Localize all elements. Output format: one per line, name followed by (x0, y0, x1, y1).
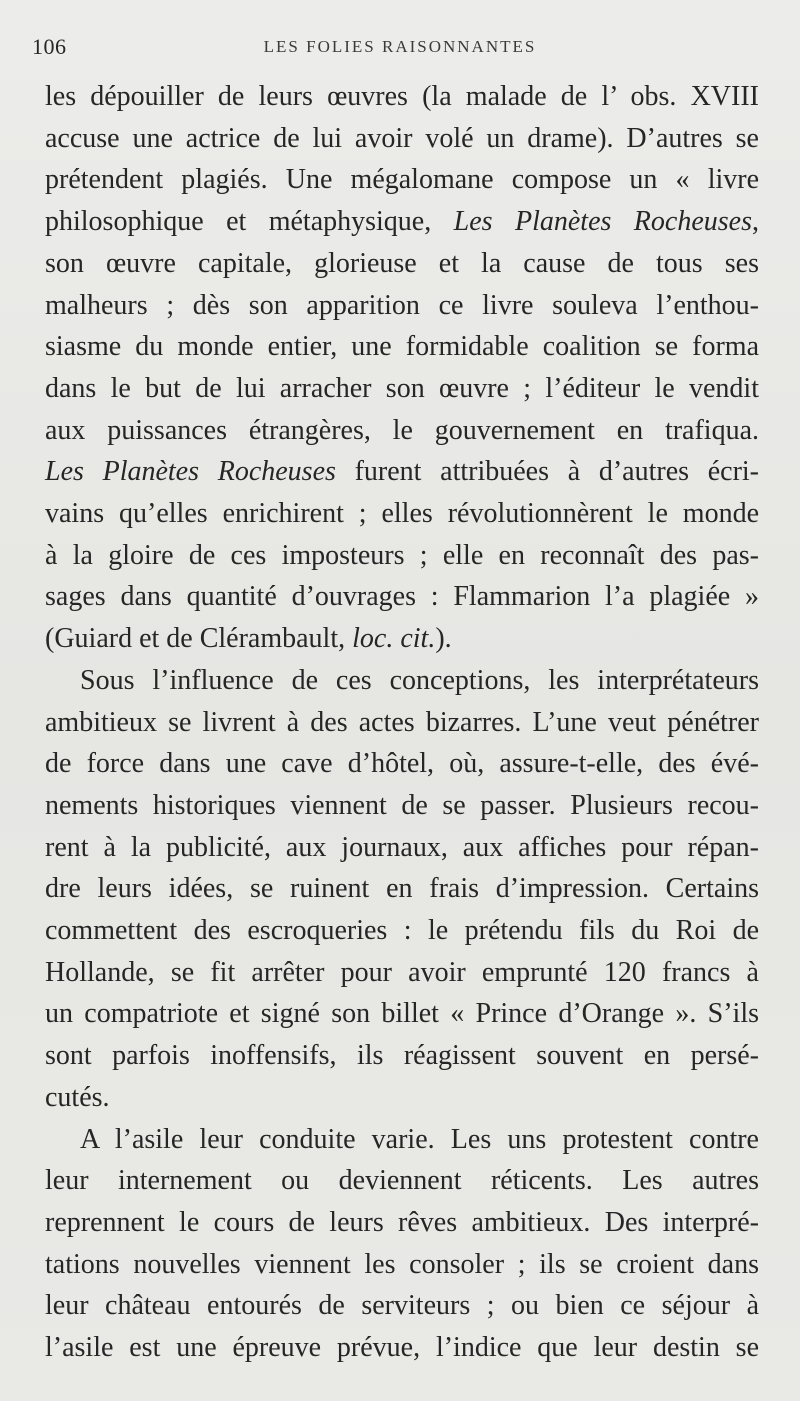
text-segment: Sous l’influence de ces conceptions, les interprétateurs (80, 664, 759, 696)
text-segment: dre leurs idées, se ruinent en frais d’impression. Certains (45, 873, 759, 905)
text-line (45, 1077, 759, 1119)
text-segment: les dépouiller de leurs œuvres (la malade de l’ obs. XVIII (45, 81, 759, 112)
text-segment: malheurs ; dès son apparition ce livre souleva l’enthou- (45, 289, 759, 321)
italic-text: loc. cit. (352, 623, 436, 655)
text-line (45, 535, 759, 577)
text-segment: philosophique et métaphysique, (45, 206, 454, 238)
text-line (45, 76, 759, 118)
text-line (45, 493, 759, 535)
text-line (45, 952, 759, 994)
text-segment: rent à la publicité, aux journaux, aux affiches pour répan- (45, 831, 759, 863)
text-segment: de force dans une cave d’hôtel, où, assure-t-elle, des évé- (45, 748, 759, 780)
text-segment: ambitieux se livrent à des actes bizarres. L’une veut pénétrer (45, 706, 759, 738)
text-segment: l’asile est une épreuve prévue, l’indice que leur destin se (45, 1332, 759, 1364)
text-segment: Hollande, se fit arrêter pour avoir emprunté 120 francs à (45, 956, 759, 988)
text-line (45, 868, 759, 910)
text-segment: accuse une actrice de lui avoir volé un drame). D’autres se (45, 122, 759, 154)
text-line (45, 785, 759, 827)
text-line (45, 827, 759, 869)
text-segment: à la gloire de ces imposteurs ; elle en reconnaît des pas- (45, 539, 759, 571)
running-title: LES FOLIES RAISONNANTES (263, 37, 537, 56)
italic-text: Les Planètes Rocheuses (45, 456, 336, 488)
text-segment: leur château entourés de serviteurs ; ou bien ce séjour à (45, 1290, 759, 1322)
text-line (45, 1035, 759, 1077)
text-line (45, 993, 759, 1035)
text-segment: ). (435, 623, 452, 655)
text-line (45, 326, 759, 368)
text-line (45, 410, 759, 452)
text-segment: tations nouvelles viennent les consoler ; ils se croient dans (45, 1248, 759, 1280)
text-line (45, 201, 759, 243)
text-line (45, 451, 759, 493)
text-line (45, 618, 759, 660)
text-segment: nements historiques viennent de se passer. Plusieurs recou- (45, 789, 759, 821)
page-header (0, 34, 800, 58)
text-line (45, 1244, 759, 1286)
text-line (45, 1202, 759, 1244)
italic-text: Les Planètes Rocheuses (453, 206, 752, 238)
text-line (45, 1285, 759, 1327)
text-line (45, 660, 759, 702)
text-line (45, 243, 759, 285)
text-segment: un compatriote et signé son billet « Prince d’Orange ». S’ils (45, 998, 759, 1030)
text-line (45, 576, 759, 618)
text-segment: siasme du monde entier, une formidable coalition se forma (45, 331, 759, 363)
text-segment: (Guiard et de Clérambault, (45, 623, 353, 655)
text-segment: A l’asile leur conduite varie. Les uns protestent contre (80, 1123, 759, 1155)
text-line (45, 702, 759, 744)
text-segment: , (752, 206, 759, 238)
text-segment: dans le but de lui arracher son œuvre ; l’éditeur le vendit (45, 372, 759, 404)
text-segment: commettent des escroqueries : le prétendu fils du Roi de (45, 915, 759, 947)
text-line (45, 368, 759, 410)
text-line (45, 159, 759, 201)
text-line (45, 1160, 759, 1202)
text-segment: aux puissances étrangères, le gouvernement en trafiqua. (45, 414, 759, 446)
text-line (45, 118, 759, 160)
text-segment: cutés. (45, 1081, 110, 1113)
page-number: 106 (32, 34, 67, 59)
text-segment: reprennent le cours de leurs rêves ambitieux. Des interpré- (45, 1206, 759, 1238)
body-text (45, 76, 759, 1369)
text-segment: sont parfois inoffensifs, ils réagissent souvent en persé- (45, 1040, 759, 1072)
text-line (45, 1119, 759, 1161)
text-segment: prétendent plagiés. Une mégalomane compose un « livre (45, 164, 759, 196)
text-segment: leur internement ou deviennent réticents. Les autres (45, 1165, 759, 1197)
text-line (45, 285, 759, 327)
text-line (45, 743, 759, 785)
text-segment: sages dans quantité d’ouvrages : Flammarion l’a plagiée » (45, 581, 759, 613)
text-segment: vains qu’elles enrichirent ; elles révolutionnèrent le monde (45, 498, 759, 530)
text-line (45, 1327, 759, 1369)
text-segment: son œuvre capitale, glorieuse et la cause de tous ses (45, 247, 759, 279)
text-segment: furent attribuées à d’autres écri- (335, 456, 759, 488)
text-line (45, 910, 759, 952)
